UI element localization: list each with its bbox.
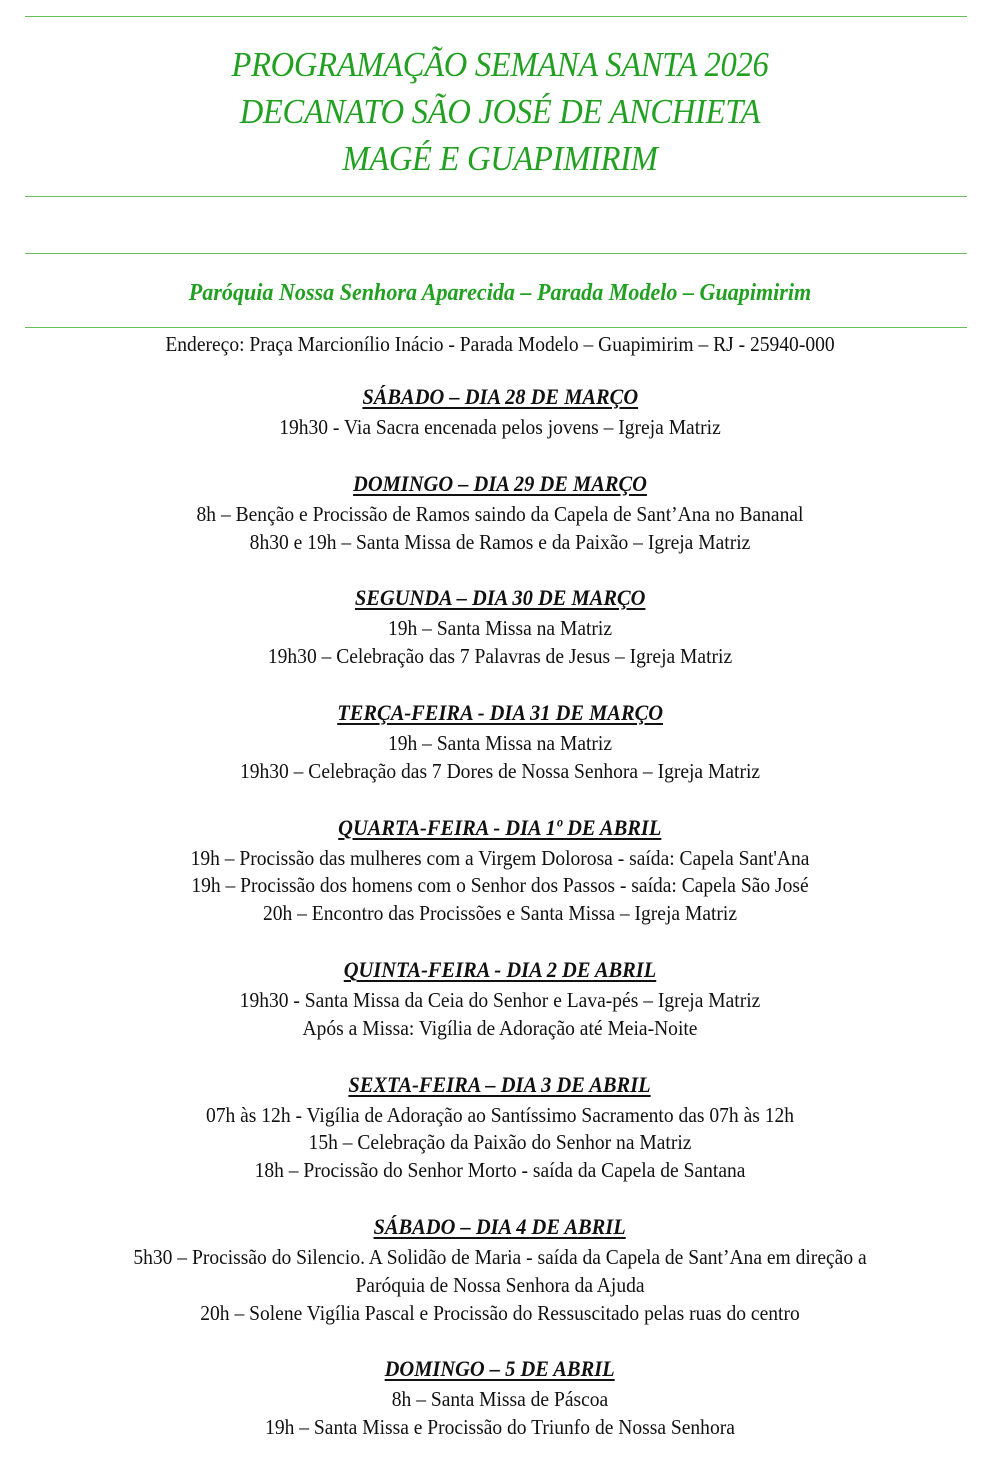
day-section (0, 814, 1000, 928)
day-section (0, 956, 1000, 1043)
event-line: 8h30 e 19h – Santa Missa de Ramos e da Paixão – Igreja Matriz (249, 529, 751, 554)
title-bottom-divider (25, 196, 967, 197)
day-heading: SEGUNDA – DIA 30 DE MARÇO (354, 585, 646, 611)
event-line: Paróquia de Nossa Senhora da Ajuda (355, 1272, 645, 1297)
day-heading: SEXTA-FEIRA – DIA 3 DE ABRIL (348, 1071, 652, 1097)
event-line: 19h30 – Celebração das 7 Palavras de Jesus – Igreja Matriz (267, 644, 733, 669)
event-line: 19h – Procissão das mulheres com a Virgem Dolorosa - saída: Capela Sant'Ana (190, 845, 810, 870)
event-line: 15h – Celebração da Paixão do Senhor na Matriz (308, 1130, 692, 1155)
day-section (0, 1071, 1000, 1185)
event-line: 20h – Encontro das Procissões e Santa Missa – Igreja Matriz (262, 901, 738, 926)
parish-top-divider (25, 253, 967, 254)
event-line: Após a Missa: Vigília de Adoração até Meia-Noite (302, 1015, 698, 1040)
event-line: 8h – Santa Missa de Páscoa (391, 1387, 609, 1412)
parish-name: Paróquia Nossa Senhora Aparecida – Parada Modelo – Guapimirim (188, 280, 812, 306)
day-section (0, 584, 1000, 671)
day-heading: SÁBADO – DIA 4 DE ABRIL (373, 1213, 627, 1239)
day-section (0, 383, 1000, 442)
day-heading: QUINTA-FEIRA - DIA 2 DE ABRIL (343, 956, 657, 982)
title-line-1: PROGRAMAÇÃO SEMANA SANTA 2026 (231, 45, 769, 84)
event-line: 19h – Procissão dos homens com o Senhor dos Passos - saída: Capela São José (191, 873, 809, 898)
event-line: 07h às 12h - Vigília de Adoração ao Santíssimo Sacramento das 07h às 12h (205, 1102, 795, 1127)
event-line: 19h – Santa Missa e Procissão do Triunfo de Nossa Senhora (265, 1415, 735, 1440)
event-line: 19h – Santa Missa na Matriz (387, 730, 613, 755)
parish-bottom-divider (25, 327, 967, 328)
day-heading: DOMINGO – DIA 29 DE MARÇO (353, 470, 647, 496)
day-section (0, 1213, 1000, 1327)
day-section (0, 470, 1000, 557)
day-heading: TERÇA-FEIRA - DIA 31 DE MARÇO (337, 699, 663, 725)
day-heading: SÁBADO – DIA 28 DE MARÇO (362, 384, 638, 409)
day-section (0, 699, 1000, 786)
document-title (35, 41, 965, 182)
event-line: 18h – Procissão do Senhor Morto - saída da Capela de Santana (254, 1158, 746, 1183)
parish-address: Endereço: Praça Marcionílio Inácio - Parada Modelo – Guapimirim – RJ - 25940-000 (165, 332, 835, 356)
top-divider (25, 16, 967, 17)
event-line: 19h30 – Celebração das 7 Dores de Nossa Senhora – Igreja Matriz (239, 758, 761, 783)
event-line: 19h30 - Santa Missa da Ceia do Senhor e Lava-pés – Igreja Matriz (239, 987, 761, 1012)
schedule (0, 383, 1000, 1470)
event-line: 19h – Santa Missa na Matriz (387, 616, 613, 641)
event-line: 19h30 - Via Sacra encenada pelos jovens – Igreja Matriz (279, 415, 721, 439)
title-line-3: MAGÉ E GUAPIMIRIM (342, 139, 658, 178)
event-line: 5h30 – Procissão do Silencio. A Solidão de Maria - saída da Capela de Sant’Ana em direção a (133, 1244, 867, 1269)
title-line-2: DECANATO SÃO JOSÉ DE ANCHIETA (239, 92, 761, 131)
day-section (0, 1355, 1000, 1442)
day-heading: QUARTA-FEIRA - DIA 1º DE ABRIL (338, 814, 662, 840)
day-heading: DOMINGO – 5 DE ABRIL (384, 1356, 615, 1382)
event-line: 8h – Benção e Procissão de Ramos saindo da Capela de Sant’Ana no Bananal (196, 501, 804, 526)
event-line: 20h – Solene Vigília Pascal e Procissão do Ressuscitado pelas ruas do centro (200, 1300, 800, 1325)
